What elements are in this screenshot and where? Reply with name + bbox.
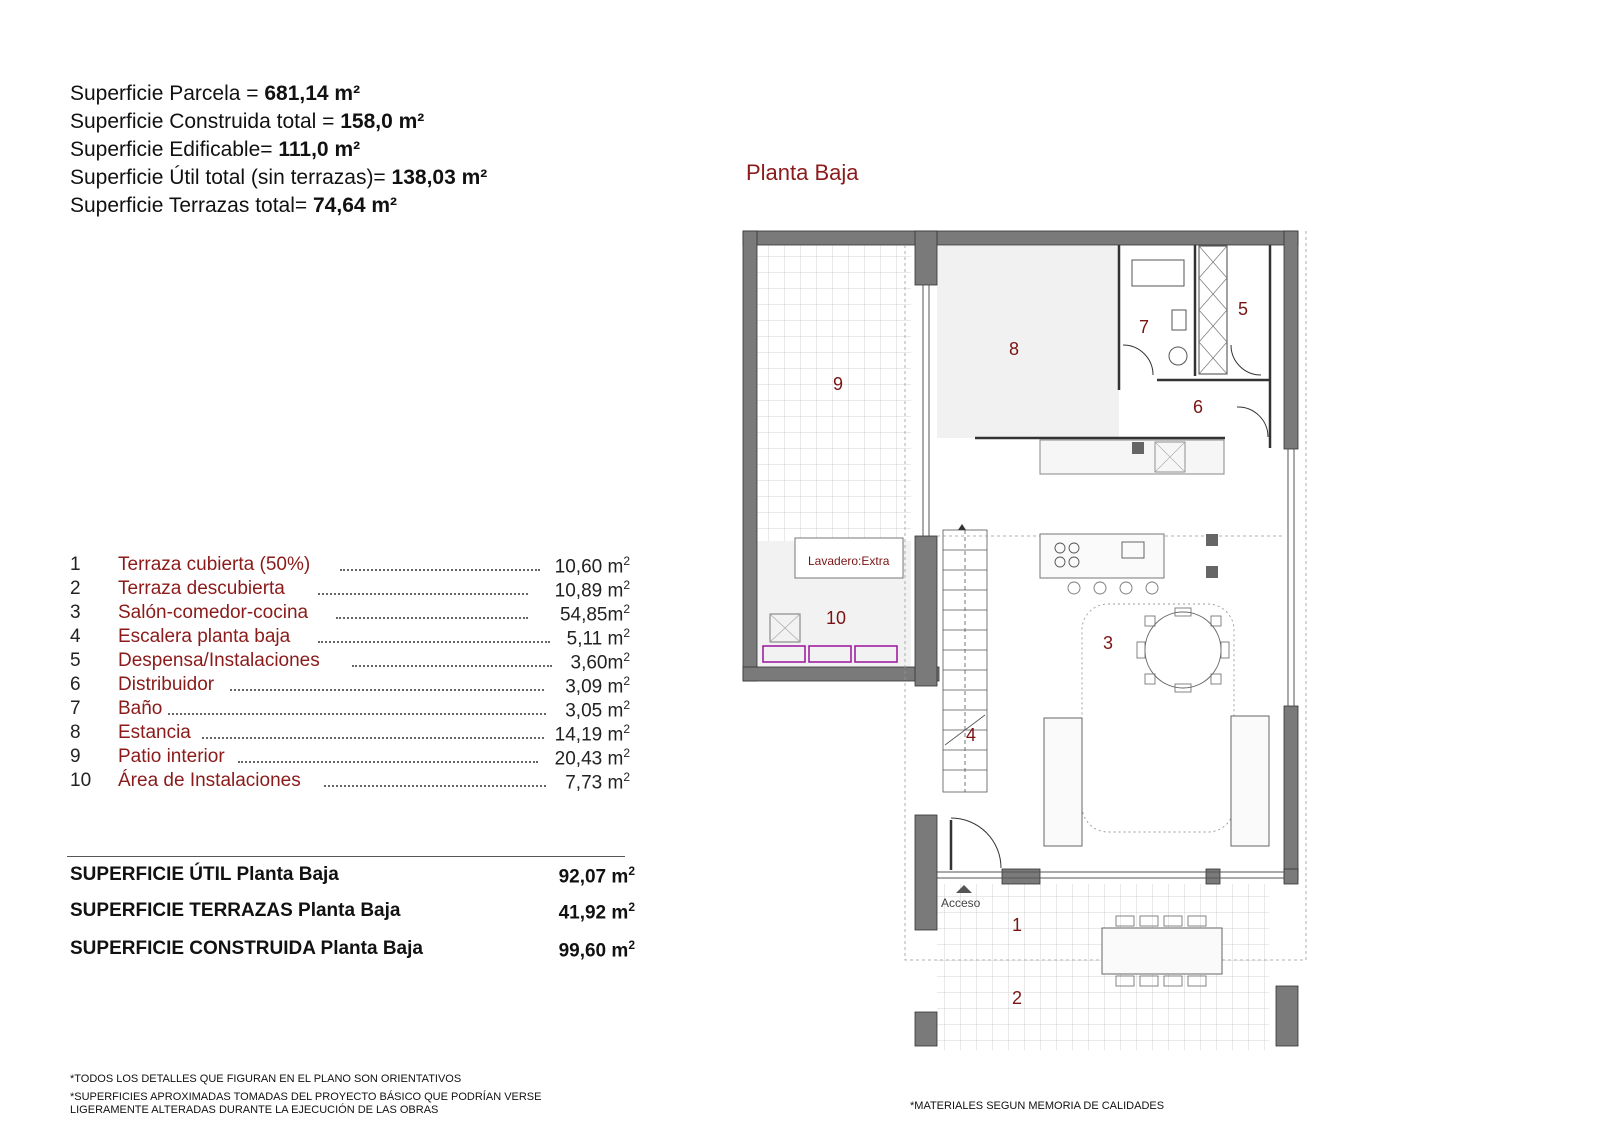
summary-util: Superficie Útil total (sin terrazas)= 138,03 m²	[70, 166, 488, 189]
room-number: 9	[70, 746, 81, 767]
room-label-4: 4	[966, 725, 977, 745]
summary-terrazas: Superficie Terrazas total= 74,64 m²	[70, 194, 398, 217]
dining-chairs	[1137, 608, 1229, 692]
room-label-8: 8	[1009, 339, 1020, 359]
summary-construida: Superficie Construida total = 158,0 m²	[70, 110, 425, 133]
room-number: 3	[70, 602, 81, 623]
room-name: Baño	[118, 698, 163, 719]
pillar-front-2	[1206, 869, 1220, 884]
column-icon	[1206, 566, 1218, 578]
pillar-terrace-sw	[915, 1012, 937, 1046]
room-label-9: 9	[833, 374, 844, 394]
room-area: 14,19 $m^2$	[554, 722, 630, 746]
dining-table	[1145, 612, 1221, 688]
room-number: 8	[70, 722, 81, 743]
room-area: 5,11 $m^2$	[566, 626, 630, 650]
wall-west-entry	[915, 815, 937, 930]
summary-parcela: Superficie Parcela = 681,14 m²	[70, 82, 361, 105]
room-label-5: 5	[1238, 299, 1249, 319]
room-name: Área de Instalaciones	[118, 770, 301, 791]
room-name: Terraza cubierta (50%)	[118, 554, 311, 575]
room-area: $54,85m^2$	[559, 602, 630, 626]
room-number: 5	[70, 650, 81, 671]
bar-stools	[1068, 582, 1158, 594]
sink	[1169, 347, 1187, 365]
room-label-7: 7	[1139, 317, 1150, 337]
pillar-front	[1002, 869, 1040, 884]
room-number: 4	[70, 626, 81, 647]
room-area: 20,43 $m^2$	[554, 746, 630, 770]
lavadero-label: Lavadero:Extra	[808, 554, 890, 568]
room-number: 6	[70, 674, 81, 695]
stairs	[943, 530, 987, 792]
room-number: 1	[70, 554, 81, 575]
room-area: 3,09 $m^2$	[565, 674, 630, 698]
wall-north	[743, 231, 1298, 245]
room-name: Estancia	[118, 722, 191, 743]
wall-south-patio	[743, 667, 939, 681]
sofa-right	[1231, 716, 1269, 846]
wall-west-patio	[743, 231, 757, 681]
pillar-se	[1284, 869, 1298, 884]
room-area: 10,89 $m^2$	[554, 578, 630, 602]
room-name: Terraza descubierta	[118, 578, 285, 599]
note-superficies-line1: *SUPERFICIES APROXIMADAS TOMADAS DEL PROYECTO BÁSICO QUE PODRÍAN VERSE	[70, 1091, 542, 1103]
shower	[1132, 260, 1184, 286]
room-area: 10,60 $m^2$	[554, 554, 630, 578]
note-orientativos: *TODOS LOS DETALLES QUE FIGURAN EN EL PLANO SON ORIENTATIVOS	[70, 1073, 462, 1085]
note-materiales: *MATERIALES SEGUN MEMORIA DE CALIDADES	[910, 1100, 1165, 1112]
room-number: 7	[70, 698, 81, 719]
note-superficies-line2: LIGERAMENTE ALTERADAS DURANTE LA EJECUCIÓN DE LAS OBRAS	[70, 1104, 439, 1116]
room-name: Distribuidor	[118, 674, 215, 695]
room-name: Despensa/Instalaciones	[118, 650, 320, 671]
room-label-6: 6	[1193, 397, 1204, 417]
stair-arrow-icon	[958, 524, 966, 530]
fridge-icon	[1132, 442, 1144, 454]
room-label-10: 10	[826, 608, 847, 628]
wall-east-upper	[1284, 231, 1298, 449]
room-number: 10	[70, 770, 92, 791]
room-area: $3,60m^2$	[570, 650, 630, 674]
toilet	[1172, 310, 1186, 330]
plan-title: Planta Baja	[746, 160, 859, 185]
shelf-crosses	[1199, 246, 1227, 374]
room-name: Patio interior	[118, 746, 225, 767]
pillar-terrace-se	[1276, 986, 1298, 1046]
wall-east-lower	[1284, 706, 1298, 880]
room-area: 3,05 $m^2$	[565, 698, 630, 722]
room-area: 7,73 $m^2$	[565, 770, 630, 794]
room-name: Salón-comedor-cocina	[118, 602, 309, 623]
pillar-nw	[915, 231, 937, 285]
room-label-1: 1	[1012, 915, 1023, 935]
estancia-fill	[937, 246, 1119, 438]
pantry-shelves	[1199, 246, 1227, 374]
acceso-label: Acceso	[941, 896, 981, 910]
wall-west-house	[915, 536, 937, 686]
outdoor-table	[1102, 928, 1222, 974]
room-number: 2	[70, 578, 81, 599]
room-label-2: 2	[1012, 988, 1023, 1008]
summary-edificable: Superficie Edificable= 111,0 m²	[70, 138, 361, 161]
kitchen-island	[1040, 534, 1164, 578]
sofa-left	[1044, 718, 1082, 846]
column-icon	[1206, 534, 1218, 546]
room-name: Escalera planta baja	[118, 626, 291, 647]
room-label-3: 3	[1103, 633, 1114, 653]
